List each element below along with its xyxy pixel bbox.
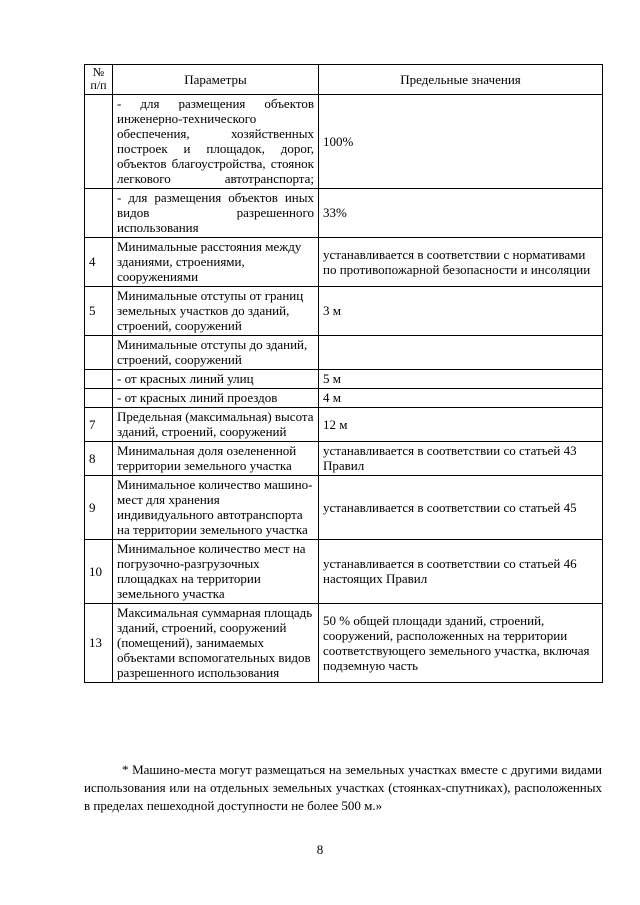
table-row xyxy=(85,389,603,408)
row-number: 8 xyxy=(85,442,113,476)
table-row xyxy=(85,370,603,389)
row-value: 33% xyxy=(319,189,603,238)
row-number: 5 xyxy=(85,287,113,336)
row-number: 7 xyxy=(85,408,113,442)
row-value: 3 м xyxy=(319,287,603,336)
row-number xyxy=(85,370,113,389)
row-parameter: Минимальные отступы от границ земельных участков до зданий, строений, сооружений xyxy=(113,287,319,336)
row-number xyxy=(85,389,113,408)
row-number: 9 xyxy=(85,476,113,540)
row-number xyxy=(85,95,113,189)
row-number xyxy=(85,189,113,238)
table-row xyxy=(85,408,603,442)
table-row xyxy=(85,238,603,287)
row-value: 100% xyxy=(319,95,603,189)
row-value: устанавливается в соответствии со статьей 43 Правил xyxy=(319,442,603,476)
row-parameter: Предельная (максимальная) высота зданий, строений, сооружений xyxy=(113,408,319,442)
page-number: 8 xyxy=(316,842,324,857)
table-row xyxy=(85,540,603,604)
row-value: устанавливается в соответствии со статьей 45 xyxy=(319,476,603,540)
row-value: устанавливается в соответствии со статьей 46 настоящих Правил xyxy=(319,540,603,604)
footnote xyxy=(84,761,602,815)
row-value: 50 % общей площади зданий, строений, сооружений, расположенных на территории соответствующего земельного участка, включая подземную часть xyxy=(319,604,603,683)
row-parameter: - от красных линий проездов xyxy=(113,389,319,408)
row-value xyxy=(319,336,603,370)
row-parameter: - для размещения объектов инженерно-технического обеспечения, хозяйственных построек и площадок, дорог, объектов благоустройства, стоянок легкового автотранспорта; xyxy=(113,95,319,189)
row-value: устанавливается в соответствии с нормативами по противопожарной безопасности и инсоляции xyxy=(319,238,603,287)
table-row xyxy=(85,95,603,189)
row-parameter: Минимальные отступы до зданий, строений, сооружений xyxy=(113,336,319,370)
row-parameter: Минимальное количество машино-мест для хранения индивидуального автотранспорта на территории земельного участка xyxy=(113,476,319,540)
header-number: № п/п xyxy=(85,65,113,95)
header-limit-values: Предельные значения xyxy=(319,65,603,95)
header-parameters: Параметры xyxy=(113,65,319,95)
row-number xyxy=(85,336,113,370)
row-value: 4 м xyxy=(319,389,603,408)
row-parameter: Минимальное количество мест на погрузочно-разгрузочных площадках на территории земельного участка xyxy=(113,540,319,604)
row-number: 4 xyxy=(85,238,113,287)
table-row xyxy=(85,287,603,336)
row-number: 13 xyxy=(85,604,113,683)
row-value: 12 м xyxy=(319,408,603,442)
parameters-table xyxy=(84,64,603,683)
row-parameter: Минимальная доля озелененной территории земельного участка xyxy=(113,442,319,476)
table-row xyxy=(85,476,603,540)
footnote-text: * Машино-места могут размещаться на земельных участках вместе с другими видами использования или на отдельных земельных участках (стоянках-спутниках), расположенных в пределах пешеходной доступности не более 500 м.» xyxy=(84,762,602,813)
row-parameter: Минимальные расстояния между зданиями, строениями, сооружениями xyxy=(113,238,319,287)
row-parameter: - от красных линий улиц xyxy=(113,370,319,389)
table-header-row xyxy=(85,65,603,95)
table-row xyxy=(85,442,603,476)
row-parameter: Максимальная суммарная площадь зданий, строений, сооружений (помещений), занимаемых объектами вспомогательных видов разрешенного использования xyxy=(113,604,319,683)
row-parameter: - для размещения объектов иных видов разрешенного использования xyxy=(113,189,319,238)
row-number: 10 xyxy=(85,540,113,604)
table-row xyxy=(85,336,603,370)
table-row xyxy=(85,604,603,683)
table-row xyxy=(85,189,603,238)
row-value: 5 м xyxy=(319,370,603,389)
